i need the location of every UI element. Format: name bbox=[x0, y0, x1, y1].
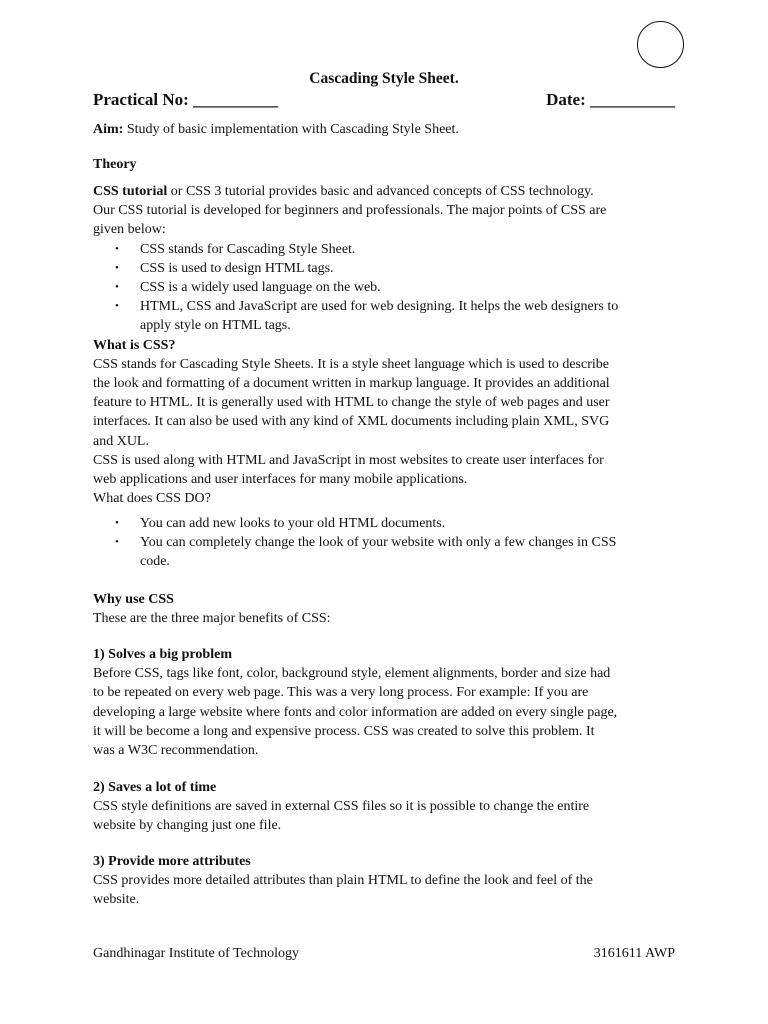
bullet-icon: • bbox=[115, 300, 119, 313]
intro-paragraph bbox=[93, 182, 678, 508]
intro-line-3: given below: bbox=[93, 222, 166, 238]
what-is-line: the look and formatting of a document written in markup language. It provides an additional bbox=[93, 376, 610, 392]
list-item-text: You can add new looks to your old HTML documents. bbox=[140, 516, 446, 531]
does-points bbox=[93, 514, 678, 572]
benefit-1-line: to be repeated on every web page. This was a very long process. For example: If you are bbox=[93, 685, 589, 701]
what-is-line: web applications and user interfaces for many mobile applications. bbox=[93, 472, 468, 488]
benefit-1-line: was a W3C recommendation. bbox=[93, 743, 259, 759]
list-item-text: You can completely change the look of your website with only a few changes in CSS bbox=[140, 535, 617, 551]
css-points-list bbox=[93, 240, 678, 336]
benefit-1-line: developing a large website where fonts and color information are added on every single page, bbox=[93, 704, 618, 720]
what-is-line: and XUL. bbox=[93, 433, 149, 449]
list-item-text: CSS stands for Cascading Style Sheet. bbox=[140, 241, 356, 257]
list-item bbox=[93, 240, 678, 259]
what-is-line: feature to HTML. It is generally used with HTML to change the style of web pages and user bbox=[93, 395, 610, 411]
benefit-3-heading: 3) Provide more attributes bbox=[93, 854, 251, 869]
bullet-icon: • bbox=[115, 242, 119, 255]
theory-heading: Theory bbox=[93, 157, 137, 172]
benefit-2-line: website by changing just one file. bbox=[93, 818, 282, 834]
why-use-heading: Why use CSS bbox=[93, 592, 174, 607]
list-item-text: HTML, CSS and JavaScript are used for web designing. It helps the web designers to bbox=[140, 299, 619, 315]
benefit-2-section bbox=[93, 778, 678, 836]
header-row bbox=[93, 90, 675, 110]
date-label: Date: __________ bbox=[546, 90, 675, 109]
why-use-section bbox=[93, 590, 678, 628]
benefit-3-line: website. bbox=[93, 892, 140, 908]
list-item bbox=[93, 514, 678, 533]
list-item-text: CSS is used to design HTML tags. bbox=[140, 260, 334, 276]
list-item bbox=[93, 297, 678, 335]
benefit-3-line: CSS provides more detailed attributes than plain HTML to define the look and feel of the bbox=[93, 873, 593, 889]
bullet-icon: • bbox=[115, 536, 119, 549]
css-does-list bbox=[93, 514, 678, 572]
benefit-1-section bbox=[93, 645, 678, 760]
document-title: Cascading Style Sheet. bbox=[309, 70, 459, 87]
intro-bold: CSS tutorial bbox=[93, 184, 168, 199]
footer-institute: Gandhinagar Institute of Technology bbox=[93, 946, 299, 961]
bullet-icon: • bbox=[115, 281, 119, 294]
aim-line bbox=[93, 120, 678, 139]
practical-number-label: Practical No: __________ bbox=[93, 90, 279, 109]
list-item bbox=[93, 259, 678, 278]
intro-line-1: or CSS 3 tutorial provides basic and advanced concepts of CSS technology. bbox=[167, 184, 594, 199]
what-is-css-heading: What is CSS? bbox=[93, 337, 176, 353]
bullet-icon: • bbox=[115, 261, 119, 274]
list-item bbox=[93, 533, 678, 571]
list-item-text: CSS is a widely used language on the web. bbox=[140, 280, 381, 296]
benefit-2-line: CSS style definitions are saved in external CSS files so it is possible to change the entire bbox=[93, 799, 590, 815]
bullet-icon: • bbox=[115, 517, 119, 529]
what-is-line: CSS is used along with HTML and JavaScript in most websites to create user interfaces for bbox=[93, 452, 604, 468]
what-does-css-do: What does CSS DO? bbox=[93, 491, 211, 507]
list-item-text-cont: apply style on HTML tags. bbox=[140, 318, 291, 334]
footer-course-code: 3161611 AWP bbox=[593, 946, 675, 961]
page-footer bbox=[93, 946, 675, 962]
list-item-text-cont: code. bbox=[140, 554, 170, 570]
intro-line-2: Our CSS tutorial is developed for beginners and professionals. The major points of CSS are bbox=[93, 203, 607, 219]
benefit-2-heading: 2) Saves a lot of time bbox=[93, 780, 217, 795]
benefit-1-line: it will be become a long and expensive process. CSS was created to solve this problem. It bbox=[93, 723, 595, 739]
why-use-text: These are the three major benefits of CSS: bbox=[93, 611, 331, 627]
list-item bbox=[93, 278, 678, 297]
aim-text: Study of basic implementation with Cascading Style Sheet. bbox=[123, 122, 459, 137]
what-is-line: interfaces. It can also be used with any kind of XML documents including plain XML, SVG bbox=[93, 414, 610, 430]
benefit-1-line: Before CSS, tags like font, color, background style, element alignments, border and size had bbox=[93, 666, 611, 682]
aim-label: Aim: bbox=[93, 122, 124, 137]
circle-mark bbox=[637, 21, 684, 68]
benefit-1-heading: 1) Solves a big problem bbox=[93, 647, 232, 662]
benefit-3-section bbox=[93, 852, 678, 910]
what-is-line: CSS stands for Cascading Style Sheets. It is a style sheet language which is used to describe bbox=[93, 356, 609, 372]
